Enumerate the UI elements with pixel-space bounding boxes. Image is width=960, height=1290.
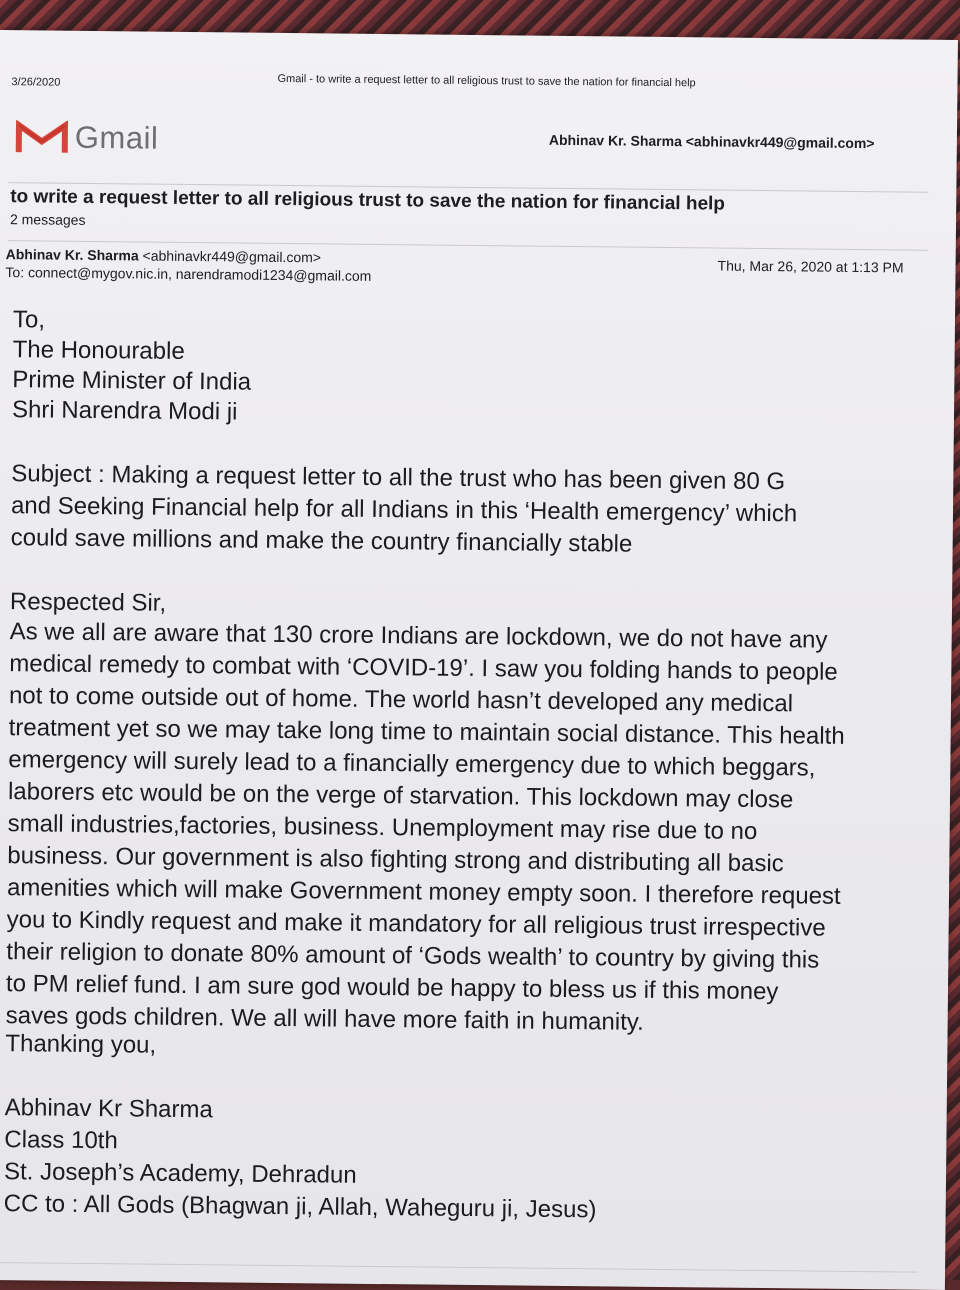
printed-email-page — [0, 30, 958, 1290]
signature-line: St. Joseph’s Academy, Dehradun — [3, 1158, 357, 1189]
address-line: To, — [12, 306, 46, 334]
body-line: emergency will surely lead to a financially emergency due to which beggars, — [8, 746, 816, 782]
subject-line: Subject : Making a request letter to all the trust who has been given 80 G — [11, 460, 786, 496]
message-count: 2 messages — [9, 211, 86, 228]
sender-email: <abhinavkr449@gmail.com> — [142, 247, 322, 266]
body-line: saves gods children. We all will have more faith in humanity. — [5, 1002, 644, 1036]
gmail-logo — [15, 118, 159, 158]
print-date: 3/26/2020 — [11, 76, 61, 89]
greeting: Respected Sir, — [9, 588, 167, 617]
body-line: not to come outside out of home. The world hasn’t developed any medical — [8, 682, 794, 718]
subject-line: could save millions and make the country financially stable — [10, 524, 633, 558]
recipients-line: To: connect@mygov.nic.in, narendramodi1234@gmail.com — [5, 264, 372, 284]
divider — [0, 1262, 917, 1273]
print-header-subject: Gmail - to write a request letter to all religious trust to save the nation for financial help — [277, 72, 696, 90]
body-line: laborers etc would be on the verge of starvation. This lockdown may close — [7, 778, 794, 814]
body-line: small industries,factories, business. Unemployment may rise due to no — [7, 810, 758, 845]
body-line: their religion to donate 80% amount of ‘Gods wealth’ to country by giving this — [6, 938, 820, 974]
body-line: to PM relief fund. I am sure god would be happy to bless us if this money — [5, 970, 779, 1006]
sender-name: Abhinav Kr. Sharma — [5, 246, 139, 264]
address-line: The Honourable — [12, 336, 185, 365]
body-line: treatment yet so we may take long time to maintain social distance. This health — [8, 714, 845, 750]
subject-line: and Seeking Financial help for all Indians in this ‘Health emergency’ which — [10, 492, 798, 528]
cc-line: CC to : All Gods (Bhagwan ji, Allah, Waheguru ji, Jesus) — [3, 1190, 597, 1224]
body-line: As we all are aware that 130 crore Indians are lockdown, we do not have any — [9, 618, 828, 654]
signature-line: Abhinav Kr Sharma — [4, 1094, 213, 1124]
body-line: you to Kindly request and make it mandatory for all religious trust irrespective — [6, 906, 826, 942]
body-line: amenities which will make Government money empty soon. I therefore request — [6, 874, 841, 910]
signature-line: Class 10th — [4, 1126, 118, 1155]
account-email: Abhinav Kr. Sharma <abhinavkr449@gmail.com> — [548, 131, 875, 152]
thread-title: to write a request letter to all religious trust to save the nation for financial help — [10, 186, 726, 215]
gmail-wordmark: Gmail — [74, 119, 159, 156]
body-line: business. Our government is also fighting strong and distributing all basic — [7, 842, 784, 878]
body-line: medical remedy to combat with ‘COVID-19’. I saw you folding hands to people — [9, 650, 838, 686]
address-line: Prime Minister of India — [12, 366, 252, 396]
sender-line — [6, 246, 322, 265]
message-date: Thu, Mar 26, 2020 at 1:13 PM — [717, 257, 904, 276]
address-line: Shri Narendra Modi ji — [11, 396, 238, 426]
closing: Thanking you, — [5, 1030, 157, 1059]
gmail-m-icon — [15, 120, 69, 155]
